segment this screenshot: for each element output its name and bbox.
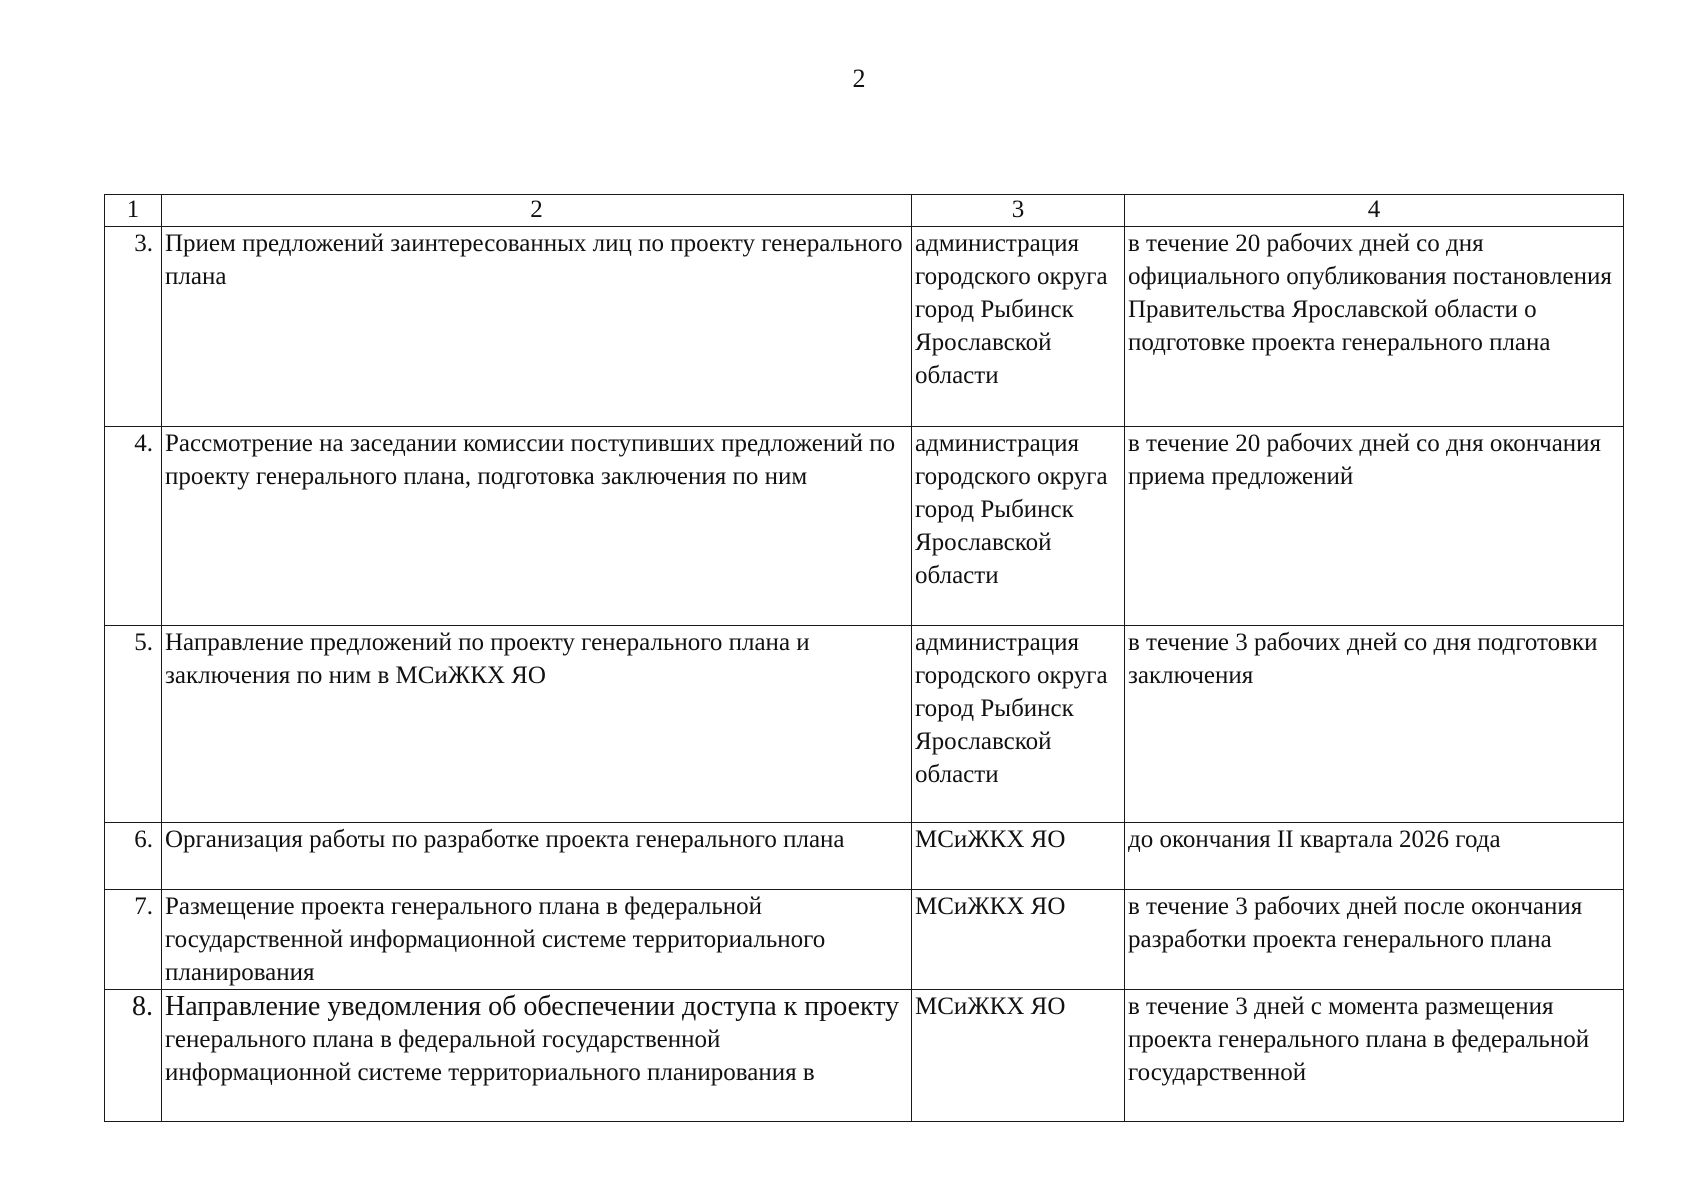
- schedule-table: [104, 194, 1624, 1122]
- responsible-cell: администрация городского округа город Рыбинск Ярославской области: [912, 427, 1125, 626]
- deadline-cell: в течение 3 рабочих дней со дня подготовки заключения: [1125, 626, 1624, 823]
- table-header-row: [105, 195, 1624, 227]
- row-number: 5.: [105, 626, 162, 823]
- deadline-cell: в течение 20 рабочих дней со дня окончания приема предложений: [1125, 427, 1624, 626]
- header-cell: 2: [162, 195, 912, 227]
- deadline-cell: в течение 20 рабочих дней со дня официального опубликования постановления Правительства Ярославской области о подготовке проекта генерального плана: [1125, 227, 1624, 427]
- row-number: 7.: [105, 890, 162, 990]
- task-cell: Прием предложений заинтересованных лиц по проекту генерального плана: [162, 227, 912, 427]
- deadline-cell: в течение 3 рабочих дней после окончания разработки проекта генерального плана: [1125, 890, 1624, 990]
- responsible-cell: администрация городского округа город Рыбинск Ярославской области: [912, 227, 1125, 427]
- table-row: [105, 890, 1624, 990]
- row-number: 8.: [105, 990, 162, 1122]
- deadline-cell: до окончания II квартала 2026 года: [1125, 823, 1624, 890]
- task-cell: Направление уведомления об обеспечении доступа к проекту генерального плана в федеральной государственной информационной системе территориального планирования в: [162, 990, 912, 1122]
- row-number: 3.: [105, 227, 162, 427]
- page-number: 2: [852, 64, 866, 93]
- table-row: [105, 227, 1624, 427]
- table-row: [105, 823, 1624, 890]
- responsible-cell: МСиЖКХ ЯО: [912, 890, 1125, 990]
- task-cell: Рассмотрение на заседании комиссии поступивших предложений по проекту генерального плана, подготовка заключения по ним: [162, 427, 912, 626]
- responsible-cell: МСиЖКХ ЯО: [912, 823, 1125, 890]
- table-row: [105, 626, 1624, 823]
- header-cell: 4: [1125, 195, 1624, 227]
- table-row: [105, 990, 1624, 1122]
- row-number: 4.: [105, 427, 162, 626]
- header-cell: 3: [912, 195, 1125, 227]
- responsible-cell: администрация городского округа город Рыбинск Ярославской области: [912, 626, 1125, 823]
- table-row: [105, 427, 1624, 626]
- task-cell: Размещение проекта генерального плана в федеральной государственной информационной системе территориального планирования: [162, 890, 912, 990]
- deadline-cell: в течение 3 дней с момента размещения проекта генерального плана в федеральной государственной: [1125, 990, 1624, 1122]
- task-cell: Организация работы по разработке проекта генерального плана: [162, 823, 912, 890]
- row-number: 6.: [105, 823, 162, 890]
- task-cell: Направление предложений по проекту генерального плана и заключения по ним в МСиЖКХ ЯО: [162, 626, 912, 823]
- header-cell: 1: [105, 195, 162, 227]
- responsible-cell: МСиЖКХ ЯО: [912, 990, 1125, 1122]
